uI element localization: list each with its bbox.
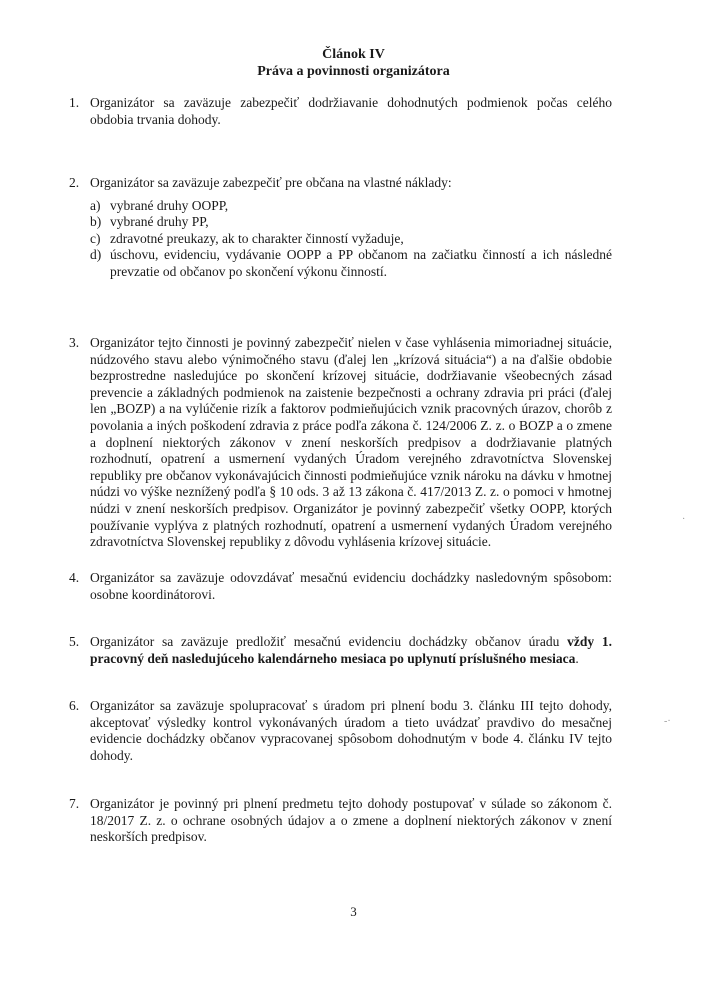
item-number: 1. <box>69 95 80 110</box>
item-text: Organizátor je povinný pri plnení predmetu tejto dohody postupovať v súlade so zákonom č. 18/2017 Z. z. o ochrane osobných údajov a o zmene a doplnení niektorých zákonov v znení neskorších predpisov. <box>90 796 612 845</box>
list-item-2 <box>69 175 612 281</box>
page-number: 3 <box>350 904 357 919</box>
item-text-emphasis: vždy 1. pracovný deň nasledujúceho kalendárneho mesiaca po uplynutí príslušného mesiaca <box>90 634 613 666</box>
scan-mark: · <box>682 514 686 525</box>
list-item-4 <box>69 570 612 603</box>
item-text: Organizátor sa zaväzuje odovzdávať mesačnú evidenciu dochádzky nasledovným spôsobom: osobne koordinátorovi. <box>90 570 612 602</box>
item-number: 3. <box>69 335 80 350</box>
item-text: Organizátor sa zaväzuje zabezpečiť pre občana na vlastné náklady: <box>90 175 452 190</box>
article-title: Práva a povinnosti organizátora <box>257 64 450 79</box>
article-heading: Článok IV <box>322 47 385 62</box>
item-text-plain: Organizátor sa zaväzuje predložiť mesačnú evidenciu dochádzky občanov úradu <box>90 634 568 649</box>
sub-item-letter: b) <box>90 214 102 230</box>
list-item-6 <box>69 698 612 764</box>
scan-mark: -· <box>664 716 671 727</box>
list-item-3 <box>69 335 612 551</box>
sub-item-text: úschovu, evidenciu, vydávanie OOPP a PP občanom na začiatku činností a ich následné prevzatie od občanov po skončení výkonu činností. <box>110 247 612 279</box>
sub-item-text: vybrané druhy OOPP, <box>110 197 229 213</box>
sub-item-d <box>90 247 612 280</box>
sub-item-text: vybrané druhy PP, <box>110 214 209 230</box>
sub-item-letter: a) <box>90 197 101 213</box>
item-text: Organizátor sa zaväzuje zabezpečiť dodržiavanie dohodnutých podmienok počas celého obdobia trvania dohody. <box>90 95 612 127</box>
item-number: 4. <box>69 570 80 585</box>
sub-item-c <box>90 231 612 248</box>
sub-item-text: zdravotné preukazy, ak to charakter činností vyžaduje, <box>110 230 404 246</box>
list-item-7 <box>69 796 612 846</box>
sub-item-letter: c) <box>90 230 101 246</box>
item-text: Organizátor tejto činnosti je povinný zabezpečiť nielen v čase vyhlásenia mimoriadnej situácie, núdzového stavu alebo výnimočného stavu (ďalej len „krízová situácia“) a na ďalšie obdobie bezprostredne nasledujúce po skončení krízovej situácie, dodržiavanie všeobecných zásad prevencie a základných podmienok na zaistenie bezpečnosti a ochrany zdravia pri práci (ďalej len „BOZP) a na vylúčenie rizík a faktorov podmieňujúcich vznik pracovných úrazov, chorôb z povolania a iných poškodení zdravia z práce podľa zákona č. 124/2006 Z. z. o BOZP a o zmene a doplnení niektorých zákonov v znení neskorších predpisov a dodržiavanie platných rozhodnutí, opatrení a usmernení vydaných Úradom verejného zdravotníctva Slovenskej republiky pre občanov vykonávajúcich činnosti podmieňujúce vznik nároku na dávku v hmotnej núdzi vo výške neznížený podľa § 10 ods. 3 až 13 zákona č. 417/2013 Z. z. o pomoci v hmotnej núdzi v znení neskorších predpisov. Organizátor je povinný zabezpečiť všetky OOPP, ktorých používanie vyplýva z platných rozhodnutí, opatrení a usmernení vydaných Úradom verejného zdravotníctva Slovenskej republiky z dôvodu vyhlásenia krízovej situácie. <box>90 335 612 550</box>
item-text-end: . <box>575 650 579 666</box>
item-number: 7. <box>69 796 80 811</box>
list-item-1 <box>69 95 612 128</box>
sub-item-letter: d) <box>90 247 102 263</box>
item-number: 6. <box>69 698 80 713</box>
item-text: Organizátor sa zaväzuje spolupracovať s úradom pri plnení bodu 3. článku III tejto dohody, akceptovať výsledky kontrol vykonávaných úradom a tieto uvádzať pravdivo do mesačnej evidencie dochádzky občanov vypracovanej spôsobom dohodnutým v bode 4. článku IV tejto dohody. <box>90 698 612 763</box>
sub-item-a <box>90 198 612 215</box>
item-text <box>90 634 612 667</box>
list-item-5 <box>69 634 613 667</box>
sub-list <box>90 198 612 281</box>
item-number: 2. <box>69 175 80 190</box>
sub-item-b <box>90 214 612 231</box>
item-number: 5. <box>69 634 80 649</box>
